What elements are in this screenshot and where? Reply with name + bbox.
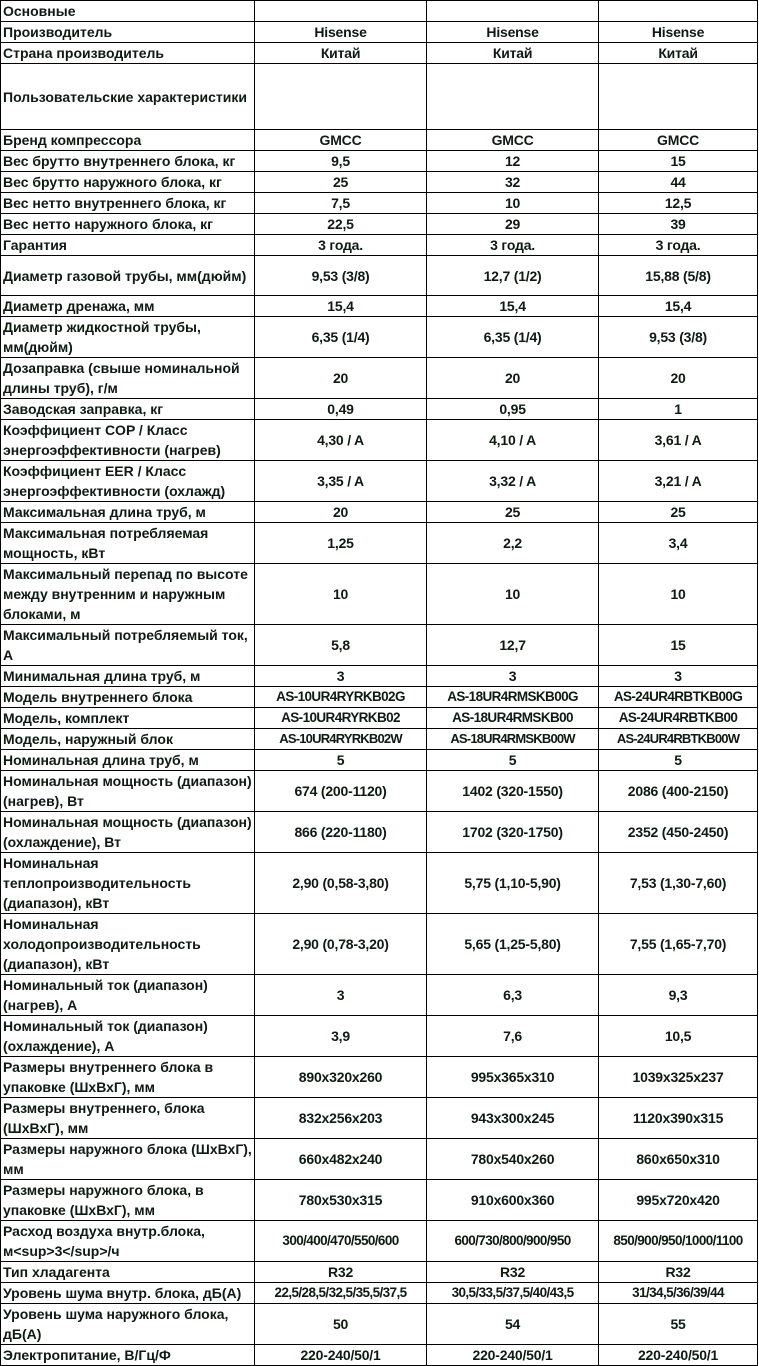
spec-label: Модель, наружный блок bbox=[1, 729, 255, 750]
spec-value: 15 bbox=[599, 151, 758, 172]
spec-value: 10 bbox=[427, 564, 599, 625]
spec-row bbox=[1, 43, 758, 64]
spec-value: 3 bbox=[427, 666, 599, 687]
spec-value: 5 bbox=[427, 750, 599, 771]
spec-value: 9,3 bbox=[599, 975, 758, 1016]
spec-value: AS-18UR4RMSKB00 bbox=[427, 708, 599, 729]
spec-row bbox=[1, 64, 758, 130]
section-header-row bbox=[1, 1, 758, 22]
spec-value: GMCC bbox=[427, 130, 599, 151]
spec-value: 15,4 bbox=[599, 296, 758, 317]
spec-value: 3 bbox=[255, 975, 427, 1016]
spec-label: Модель, комплект bbox=[1, 708, 255, 729]
spec-value: 2352 (450-2450) bbox=[599, 812, 758, 853]
spec-value: AS-10UR4RYRKB02G bbox=[255, 687, 427, 708]
spec-value: 6,35 (1/4) bbox=[427, 317, 599, 358]
empty-cell bbox=[427, 1, 599, 22]
spec-value: 15,4 bbox=[427, 296, 599, 317]
spec-value: 220-240/50/1 bbox=[255, 1345, 427, 1366]
spec-value: 995x720x420 bbox=[599, 1180, 758, 1221]
spec-value: AS-18UR4RMSKB00W bbox=[427, 729, 599, 750]
spec-value: 3,35 / A bbox=[255, 461, 427, 502]
spec-value: Китай bbox=[427, 43, 599, 64]
spec-value: 3 года. bbox=[599, 235, 758, 256]
spec-label: Вес нетто внутреннего блока, кг bbox=[1, 193, 255, 214]
spec-value: 220-240/50/1 bbox=[599, 1345, 758, 1366]
spec-label: Пользовательские характеристики bbox=[1, 64, 255, 130]
spec-value: Китай bbox=[599, 43, 758, 64]
spec-label: Номинальная мощность (диапазон) (охлаждение), Вт bbox=[1, 812, 255, 853]
spec-label: Номинальная холодопроизводительность (диапазон), кВт bbox=[1, 914, 255, 975]
spec-value: 2,90 (0,78-3,20) bbox=[255, 914, 427, 975]
spec-value: 22,5/28,5/32,5/35,5/37,5 bbox=[255, 1283, 427, 1304]
spec-row bbox=[1, 317, 758, 358]
spec-value: 5,65 (1,25-5,80) bbox=[427, 914, 599, 975]
spec-value: 674 (200-1120) bbox=[255, 771, 427, 812]
spec-row bbox=[1, 1262, 758, 1283]
spec-value: 12,7 bbox=[427, 625, 599, 666]
spec-value: 20 bbox=[255, 358, 427, 399]
spec-value: AS-24UR4RBTKB00 bbox=[599, 708, 758, 729]
spec-value: 1039x325x237 bbox=[599, 1057, 758, 1098]
spec-value: 54 bbox=[427, 1304, 599, 1345]
spec-value: 943x300x245 bbox=[427, 1098, 599, 1139]
spec-value: AS-24UR4RBTKB00G bbox=[599, 687, 758, 708]
spec-row bbox=[1, 729, 758, 750]
spec-label: Диаметр жидкостной трубы, мм(дюйм) bbox=[1, 317, 255, 358]
spec-value: 30,5/33,5/37,5/40/43,5 bbox=[427, 1283, 599, 1304]
spec-value: 0,49 bbox=[255, 399, 427, 420]
spec-value: 55 bbox=[599, 1304, 758, 1345]
spec-row bbox=[1, 914, 758, 975]
spec-value: AS-18UR4RMSKB00G bbox=[427, 687, 599, 708]
spec-row bbox=[1, 975, 758, 1016]
spec-value: 2,2 bbox=[427, 523, 599, 564]
spec-value: 910x600x360 bbox=[427, 1180, 599, 1221]
spec-label: Максимальный потребляемый ток, А bbox=[1, 625, 255, 666]
spec-value: 2086 (400-2150) bbox=[599, 771, 758, 812]
spec-table-body bbox=[1, 1, 758, 1366]
spec-row bbox=[1, 750, 758, 771]
spec-value: 220-240/50/1 bbox=[427, 1345, 599, 1366]
spec-value: 1702 (320-1750) bbox=[427, 812, 599, 853]
spec-label: Номинальный ток (диапазон)(охлаждение), А bbox=[1, 1016, 255, 1057]
spec-label: Максимальная длина труб, м bbox=[1, 502, 255, 523]
spec-row bbox=[1, 151, 758, 172]
spec-row bbox=[1, 214, 758, 235]
spec-value: GMCC bbox=[599, 130, 758, 151]
spec-row bbox=[1, 1016, 758, 1057]
spec-value: 890x320x260 bbox=[255, 1057, 427, 1098]
spec-value: 3,21 / A bbox=[599, 461, 758, 502]
spec-value: 9,5 bbox=[255, 151, 427, 172]
spec-value: 5,75 (1,10-5,90) bbox=[427, 853, 599, 914]
spec-label: Размеры наружного блока (ШхВхГ), мм bbox=[1, 1139, 255, 1180]
spec-value: 850/900/950/1000/1100 bbox=[599, 1221, 758, 1262]
spec-row bbox=[1, 771, 758, 812]
spec-label: Диаметр дренажа, мм bbox=[1, 296, 255, 317]
spec-row bbox=[1, 666, 758, 687]
spec-row bbox=[1, 461, 758, 502]
spec-row bbox=[1, 502, 758, 523]
spec-value: 1 bbox=[599, 399, 758, 420]
spec-row bbox=[1, 625, 758, 666]
spec-value: 5 bbox=[255, 750, 427, 771]
spec-label: Вес брутто внутреннего блока, кг bbox=[1, 151, 255, 172]
spec-value: 866 (220-1180) bbox=[255, 812, 427, 853]
spec-row bbox=[1, 1304, 758, 1345]
spec-value: Hisense bbox=[255, 22, 427, 43]
spec-value: 31/34,5/36/39/44 bbox=[599, 1283, 758, 1304]
spec-value: 10 bbox=[599, 564, 758, 625]
spec-label: Уровень шума наружного блока, дБ(А) bbox=[1, 1304, 255, 1345]
spec-label: Номинальная мощность (диапазон) (нагрев), Вт bbox=[1, 771, 255, 812]
spec-value bbox=[427, 64, 599, 130]
spec-value: R32 bbox=[427, 1262, 599, 1283]
section-title: Основные bbox=[1, 1, 255, 22]
spec-value: 0,95 bbox=[427, 399, 599, 420]
spec-value: 44 bbox=[599, 172, 758, 193]
spec-value bbox=[599, 64, 758, 130]
spec-value: 7,53 (1,30-7,60) bbox=[599, 853, 758, 914]
spec-row bbox=[1, 564, 758, 625]
spec-value: 2,90 (0,58-3,80) bbox=[255, 853, 427, 914]
spec-row bbox=[1, 296, 758, 317]
spec-label: Размеры внутреннего, блока (ШхВхГ), мм bbox=[1, 1098, 255, 1139]
spec-row bbox=[1, 1057, 758, 1098]
spec-label: Бренд компрессора bbox=[1, 130, 255, 151]
spec-value: 32 bbox=[427, 172, 599, 193]
spec-value: 780x530x315 bbox=[255, 1180, 427, 1221]
spec-value: 10 bbox=[255, 564, 427, 625]
spec-row bbox=[1, 812, 758, 853]
spec-value: 20 bbox=[427, 358, 599, 399]
spec-value: 3 bbox=[599, 666, 758, 687]
spec-row bbox=[1, 687, 758, 708]
spec-label: Номинальная теплопроизводительность (диапазон), кВт bbox=[1, 853, 255, 914]
spec-value: Hisense bbox=[427, 22, 599, 43]
spec-row bbox=[1, 130, 758, 151]
spec-row bbox=[1, 853, 758, 914]
spec-value: 5 bbox=[599, 750, 758, 771]
spec-label: Вес нетто наружного блока, кг bbox=[1, 214, 255, 235]
spec-value: 6,3 bbox=[427, 975, 599, 1016]
spec-value: 832x256x203 bbox=[255, 1098, 427, 1139]
spec-value: 50 bbox=[255, 1304, 427, 1345]
spec-value: 9,53 (3/8) bbox=[599, 317, 758, 358]
spec-label: Коэффициент EER / Класс энергоэффективности (охлажд) bbox=[1, 461, 255, 502]
spec-label: Уровень шума внутр. блока, дБ(А) bbox=[1, 1283, 255, 1304]
spec-value: 3 bbox=[255, 666, 427, 687]
spec-value: 15 bbox=[599, 625, 758, 666]
spec-row bbox=[1, 1345, 758, 1366]
spec-row bbox=[1, 256, 758, 296]
spec-label: Максимальный перепад по высоте между внутренним и наружным блоками, м bbox=[1, 564, 255, 625]
spec-row bbox=[1, 1283, 758, 1304]
spec-value: 3,4 bbox=[599, 523, 758, 564]
spec-value: Китай bbox=[255, 43, 427, 64]
spec-value: 22,5 bbox=[255, 214, 427, 235]
spec-value: 12,7 (1/2) bbox=[427, 256, 599, 296]
spec-value: Hisense bbox=[599, 22, 758, 43]
spec-label: Диаметр газовой трубы, мм(дюйм) bbox=[1, 256, 255, 296]
spec-value: AS-10UR4RYRKB02 bbox=[255, 708, 427, 729]
spec-value: 4,10 / A bbox=[427, 420, 599, 461]
spec-value: 1,25 bbox=[255, 523, 427, 564]
spec-label: Максимальная потребляемая мощность, кВт bbox=[1, 523, 255, 564]
spec-row bbox=[1, 172, 758, 193]
spec-value: R32 bbox=[255, 1262, 427, 1283]
spec-row bbox=[1, 1221, 758, 1262]
spec-value: 3,9 bbox=[255, 1016, 427, 1057]
spec-label: Минимальная длина труб, м bbox=[1, 666, 255, 687]
spec-value: 3 года. bbox=[427, 235, 599, 256]
spec-value bbox=[255, 64, 427, 130]
spec-value: 600/730/800/900/950 bbox=[427, 1221, 599, 1262]
spec-value: AS-24UR4RBTKB00W bbox=[599, 729, 758, 750]
spec-label: Тип хладагента bbox=[1, 1262, 255, 1283]
spec-value: 3,61 / A bbox=[599, 420, 758, 461]
spec-value: 9,53 (3/8) bbox=[255, 256, 427, 296]
spec-value: 20 bbox=[599, 358, 758, 399]
spec-value: 7,5 bbox=[255, 193, 427, 214]
spec-value: 3 года. bbox=[255, 235, 427, 256]
spec-label: Страна производитель bbox=[1, 43, 255, 64]
spec-value: GMCC bbox=[255, 130, 427, 151]
spec-label: Расход воздуха внутр.блока, м<sup>3</sup>/ч bbox=[1, 1221, 255, 1262]
spec-value: 25 bbox=[255, 172, 427, 193]
spec-label: Размеры внутреннего блока в упаковке (ШхВхГ), мм bbox=[1, 1057, 255, 1098]
spec-value: 300/400/470/550/600 bbox=[255, 1221, 427, 1262]
spec-row bbox=[1, 22, 758, 43]
spec-row bbox=[1, 358, 758, 399]
spec-label: Номинальный ток (диапазон)(нагрев), А bbox=[1, 975, 255, 1016]
spec-label: Коэффициент COP / Класс энергоэффективности (нагрев) bbox=[1, 420, 255, 461]
spec-value: 15,88 (5/8) bbox=[599, 256, 758, 296]
spec-value: 660x482x240 bbox=[255, 1139, 427, 1180]
spec-row bbox=[1, 1098, 758, 1139]
spec-row bbox=[1, 1139, 758, 1180]
spec-value: 29 bbox=[427, 214, 599, 235]
spec-row bbox=[1, 1180, 758, 1221]
spec-value: 995x365x310 bbox=[427, 1057, 599, 1098]
spec-row bbox=[1, 420, 758, 461]
spec-value: 7,6 bbox=[427, 1016, 599, 1057]
spec-value: 25 bbox=[599, 502, 758, 523]
spec-value: 12 bbox=[427, 151, 599, 172]
spec-value: 1120x390x315 bbox=[599, 1098, 758, 1139]
spec-label: Дозаправка (свыше номинальной длины труб), г/м bbox=[1, 358, 255, 399]
spec-label: Электропитание, В/Гц/Ф bbox=[1, 1345, 255, 1366]
spec-value: 4,30 / A bbox=[255, 420, 427, 461]
spec-label: Вес брутто наружного блока, кг bbox=[1, 172, 255, 193]
spec-row bbox=[1, 708, 758, 729]
spec-value: 3,32 / A bbox=[427, 461, 599, 502]
spec-label: Модель внутреннего блока bbox=[1, 687, 255, 708]
empty-cell bbox=[255, 1, 427, 22]
spec-value: 15,4 bbox=[255, 296, 427, 317]
spec-value: 780x540x260 bbox=[427, 1139, 599, 1180]
spec-value: 6,35 (1/4) bbox=[255, 317, 427, 358]
spec-label: Заводская заправка, кг bbox=[1, 399, 255, 420]
spec-value: 1402 (320-1550) bbox=[427, 771, 599, 812]
spec-value: 12,5 bbox=[599, 193, 758, 214]
spec-value: 39 bbox=[599, 214, 758, 235]
spec-label: Размеры наружного блока, в упаковке (ШхВхГ), мм bbox=[1, 1180, 255, 1221]
spec-value: 10,5 bbox=[599, 1016, 758, 1057]
spec-value: AS-10UR4RYRKB02W bbox=[255, 729, 427, 750]
spec-value: 25 bbox=[427, 502, 599, 523]
empty-cell bbox=[599, 1, 758, 22]
spec-label: Производитель bbox=[1, 22, 255, 43]
spec-value: 10 bbox=[427, 193, 599, 214]
spec-value: 20 bbox=[255, 502, 427, 523]
spec-label: Номинальная длина труб, м bbox=[1, 750, 255, 771]
spec-row bbox=[1, 523, 758, 564]
spec-value: 7,55 (1,65-7,70) bbox=[599, 914, 758, 975]
spec-value: 5,8 bbox=[255, 625, 427, 666]
spec-label: Гарантия bbox=[1, 235, 255, 256]
spec-value: 860x650x310 bbox=[599, 1139, 758, 1180]
spec-row bbox=[1, 399, 758, 420]
spec-row bbox=[1, 235, 758, 256]
spec-row bbox=[1, 193, 758, 214]
spec-value: R32 bbox=[599, 1262, 758, 1283]
